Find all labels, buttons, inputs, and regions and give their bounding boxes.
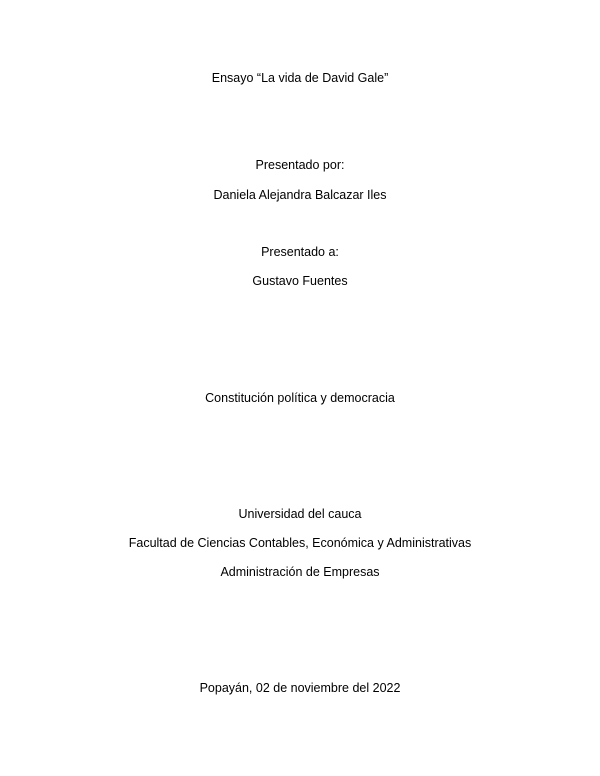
- place-and-date: Popayán, 02 de noviembre del 2022: [199, 681, 401, 695]
- faculty-name: Facultad de Ciencias Contables, Económica y Administrativas: [128, 536, 472, 550]
- author-name: Daniela Alejandra Balcazar Iles: [213, 188, 387, 202]
- teacher-name: Gustavo Fuentes: [252, 274, 348, 288]
- presented-to-label: Presentado a:: [261, 245, 339, 259]
- essay-title: Ensayo “La vida de David Gale”: [211, 71, 389, 85]
- program-name: Administración de Empresas: [220, 565, 380, 579]
- university-name: Universidad del cauca: [238, 507, 362, 521]
- course-name: Constitución política y democracia: [205, 391, 395, 405]
- presented-by-label: Presentado por:: [255, 158, 345, 172]
